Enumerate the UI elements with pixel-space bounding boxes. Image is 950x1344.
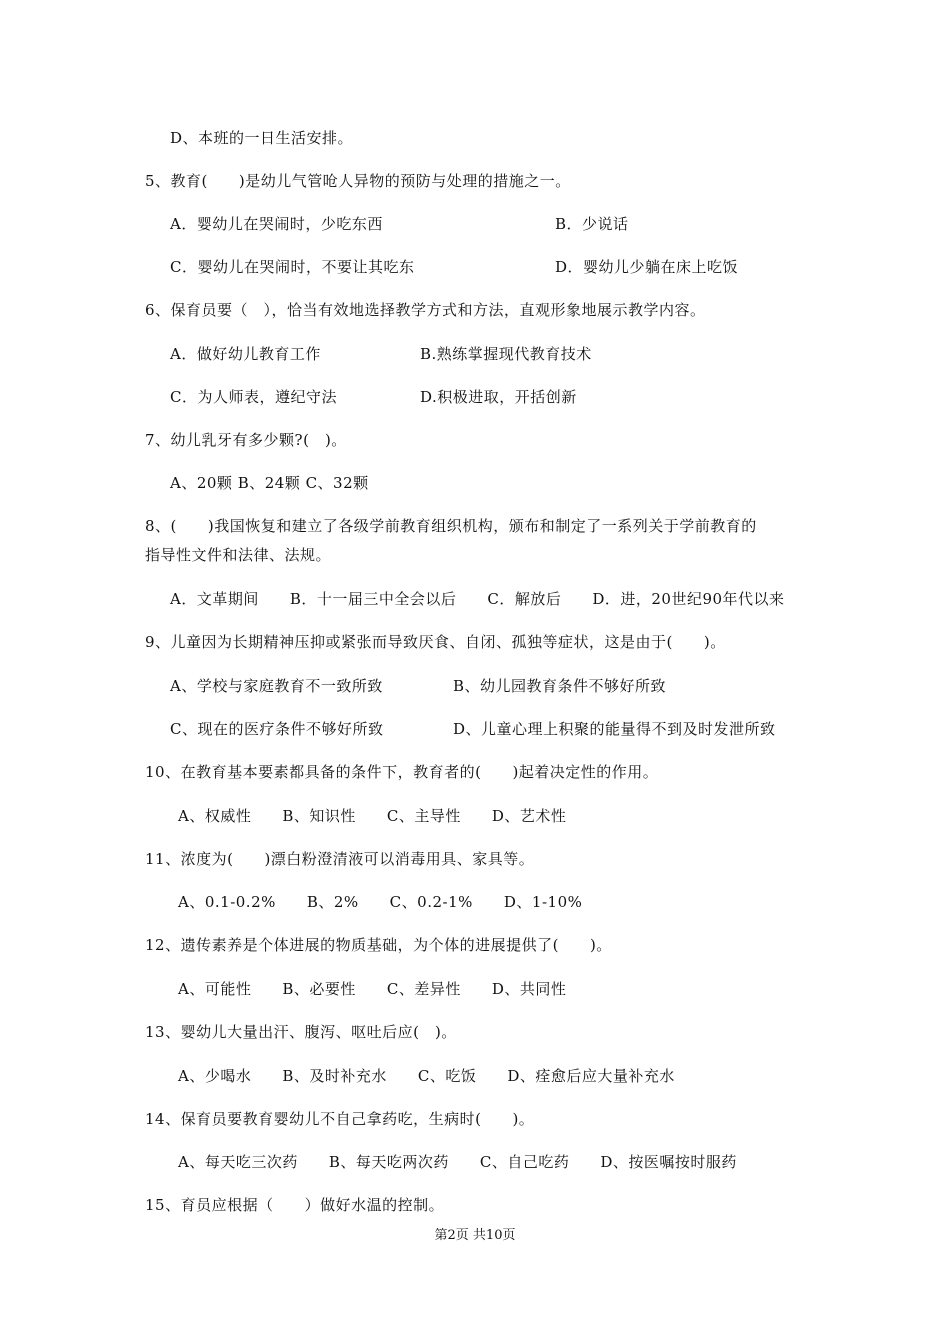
- question-13: 13、婴幼儿大量出汗、腹泻、呕吐后应( )。: [145, 1023, 457, 1041]
- question-6: 6、保育员要（ ），恰当有效地选择教学方式和方法，直观形象地展示教学内容。: [145, 301, 706, 319]
- question-15: 15、育员应根据（ ）做好水温的控制。: [145, 1196, 445, 1214]
- question-11-options: A、0.1-0.2% B、2% C、0.2-1% D、1-10%: [178, 893, 583, 911]
- question-5-option-a: A．婴幼儿在哭闹时，少吃东西: [170, 215, 383, 233]
- option-d-prev: D、本班的一日生活安排。: [170, 129, 354, 147]
- question-5-option-d: D．婴幼儿少躺在床上吃饭: [555, 258, 739, 276]
- question-5-option-b: B．少说话: [555, 215, 629, 233]
- question-8: 8、( )我国恢复和建立了各级学前教育组织机构，颁布和制定了一系列关于学前教育的: [145, 517, 757, 535]
- question-8-options: A．文革期间 B．十一届三中全会以后 C．解放后 D．进，20世纪90年代以来: [170, 590, 785, 608]
- question-9-option-c: C、现在的医疗条件不够好所致: [170, 720, 384, 738]
- question-5-option-c: C．婴幼儿在哭闹时，不要让其吃东: [170, 258, 415, 276]
- page-footer: 第2页 共10页: [434, 1228, 516, 1243]
- question-7: 7、幼儿乳牙有多少颗?( )。: [145, 431, 347, 449]
- question-9-option-b: B、幼儿园教育条件不够好所致: [453, 677, 667, 695]
- question-9: 9、儿童因为长期精神压抑或紧张而导致厌食、自闭、孤独等症状，这是由于( )。: [145, 633, 726, 651]
- question-14-options: A、每天吃三次药 B、每天吃两次药 C、自己吃药 D、按医嘱按时服药: [178, 1153, 737, 1171]
- question-7-options: A、20颗 B、24颗 C、32颗: [170, 474, 369, 492]
- question-6-option-c: C．为人师表，遵纪守法: [170, 388, 337, 406]
- question-10-options: A、权威性 B、知识性 C、主导性 D、艺术性: [178, 807, 567, 825]
- question-10: 10、在教育基本要素都具备的条件下，教育者的( )起着决定性的作用。: [145, 763, 659, 781]
- question-11: 11、浓度为( )漂白粉澄清液可以消毒用具、家具等。: [145, 850, 535, 868]
- question-8-continued: 指导性文件和法律、法规。: [145, 546, 332, 564]
- question-6-option-d: D.积极进取，开括创新: [420, 388, 577, 406]
- question-14: 14、保育员要教育婴幼儿不自己拿药吃，生病时( )。: [145, 1110, 535, 1128]
- question-5: 5、教育( )是幼儿气管呛人异物的预防与处理的措施之一。: [145, 172, 571, 190]
- question-6-option-b: B.熟练掌握现代教育技术: [420, 345, 592, 363]
- question-9-option-d: D、儿童心理上积聚的能量得不到及时发泄所致: [453, 720, 776, 738]
- question-6-option-a: A．做好幼儿教育工作: [170, 345, 321, 363]
- question-12: 12、遗传素养是个体进展的物质基础，为个体的进展提供了( )。: [145, 936, 612, 954]
- question-12-options: A、可能性 B、必要性 C、差异性 D、共同性: [178, 980, 567, 998]
- question-9-option-a: A、学校与家庭教育不一致所致: [170, 677, 383, 695]
- question-13-options: A、少喝水 B、及时补充水 C、吃饭 D、痊愈后应大量补充水: [178, 1067, 675, 1085]
